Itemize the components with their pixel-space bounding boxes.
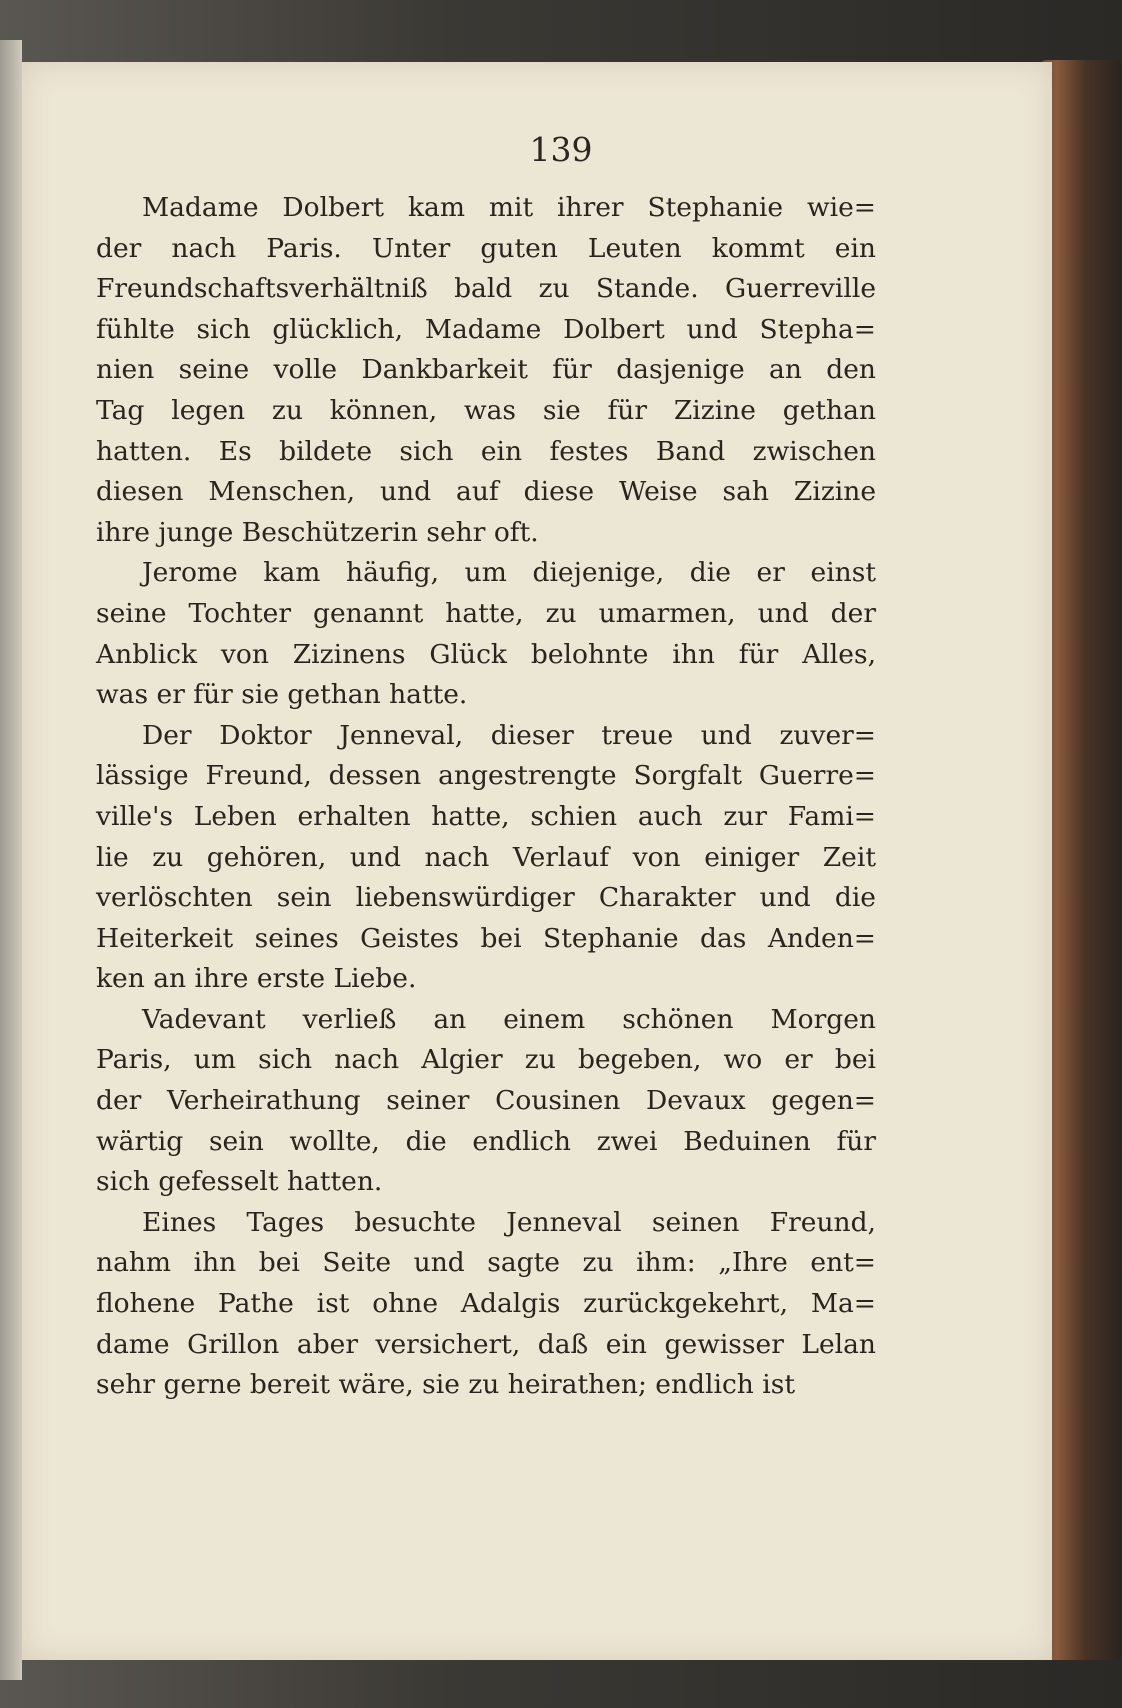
text-line: der Verheirathung seiner Cousinen Devaux gegen= — [96, 1085, 876, 1117]
text-line: Vadevant verließ an einem schönen Morgen — [142, 1003, 876, 1035]
text-line: ken an ihre erste Liebe. — [96, 963, 417, 995]
text-line: Jerome kam häufig, um diejenige, die er einst — [142, 557, 876, 589]
paragraph — [96, 716, 876, 1000]
text-line: Madame Dolbert kam mit ihrer Stephanie wie= — [142, 192, 876, 223]
text-line: lie zu gehören, und nach Verlauf von einiger Zeit — [96, 841, 876, 873]
text-line: sich gefesselt hatten. — [96, 1166, 383, 1198]
paragraph — [96, 1000, 876, 1203]
text-line: Freundschaftsverhältniß bald zu Stande. Guerreville — [96, 273, 876, 305]
book-cover-edge — [1040, 60, 1122, 1660]
text-line: was er für sie gethan hatte. — [96, 679, 468, 711]
text-line: Paris, um sich nach Algier zu begeben, wo er bei — [96, 1044, 876, 1076]
body-text — [96, 188, 876, 1406]
text-line: sehr gerne bereit wäre, sie zu heirathen; endlich ist — [96, 1369, 796, 1401]
paragraph — [96, 188, 876, 553]
text-line: nien seine volle Dankbarkeit für dasjenige an den — [96, 354, 876, 386]
text-line: Heiterkeit seines Geistes bei Stephanie das Anden= — [96, 922, 876, 954]
paragraph — [96, 1203, 876, 1406]
text-line: ihre junge Beschützerin sehr oft. — [96, 516, 539, 548]
text-line: diesen Menschen, und auf diese Weise sah Zizine — [96, 476, 876, 508]
previous-page-edge — [0, 40, 22, 1680]
text-line: nahm ihn bei Seite und sagte zu ihm: „Ihre ent= — [96, 1247, 876, 1279]
text-line: Anblick von Zizinens Glück belohnte ihn für Alles, — [96, 638, 876, 670]
text-line: seine Tochter genannt hatte, zu umarmen, und der — [96, 597, 876, 629]
text-line: hatten. Es bildete sich ein festes Band zwischen — [96, 435, 876, 467]
text-line: ville's Leben erhalten hatte, schien auch zur Fami= — [96, 800, 876, 832]
text-line: der nach Paris. Unter guten Leuten kommt ein — [96, 232, 876, 264]
text-line: wärtig sein wollte, die endlich zwei Beduinen für — [96, 1125, 876, 1157]
paragraph — [96, 553, 876, 715]
text-line: Eines Tages besuchte Jenneval seinen Freund, — [142, 1206, 876, 1238]
text-line: flohene Pathe ist ohne Adalgis zurückgekehrt, Ma= — [96, 1288, 876, 1320]
page-number: 139 — [529, 130, 593, 169]
text-line: Der Doktor Jenneval, dieser treue und zuver= — [142, 719, 876, 751]
text-line: Tag legen zu können, was sie für Zizine gethan — [96, 394, 876, 426]
text-line: lässige Freund, dessen angestrengte Sorgfalt Guerre= — [96, 760, 876, 792]
text-line: verlöschten sein liebenswürdiger Charakter und die — [96, 882, 876, 914]
text-line: dame Grillon aber versichert, daß ein gewisser Lelan — [96, 1328, 876, 1360]
text-line: fühlte sich glücklich, Madame Dolbert und Stepha= — [96, 313, 876, 345]
